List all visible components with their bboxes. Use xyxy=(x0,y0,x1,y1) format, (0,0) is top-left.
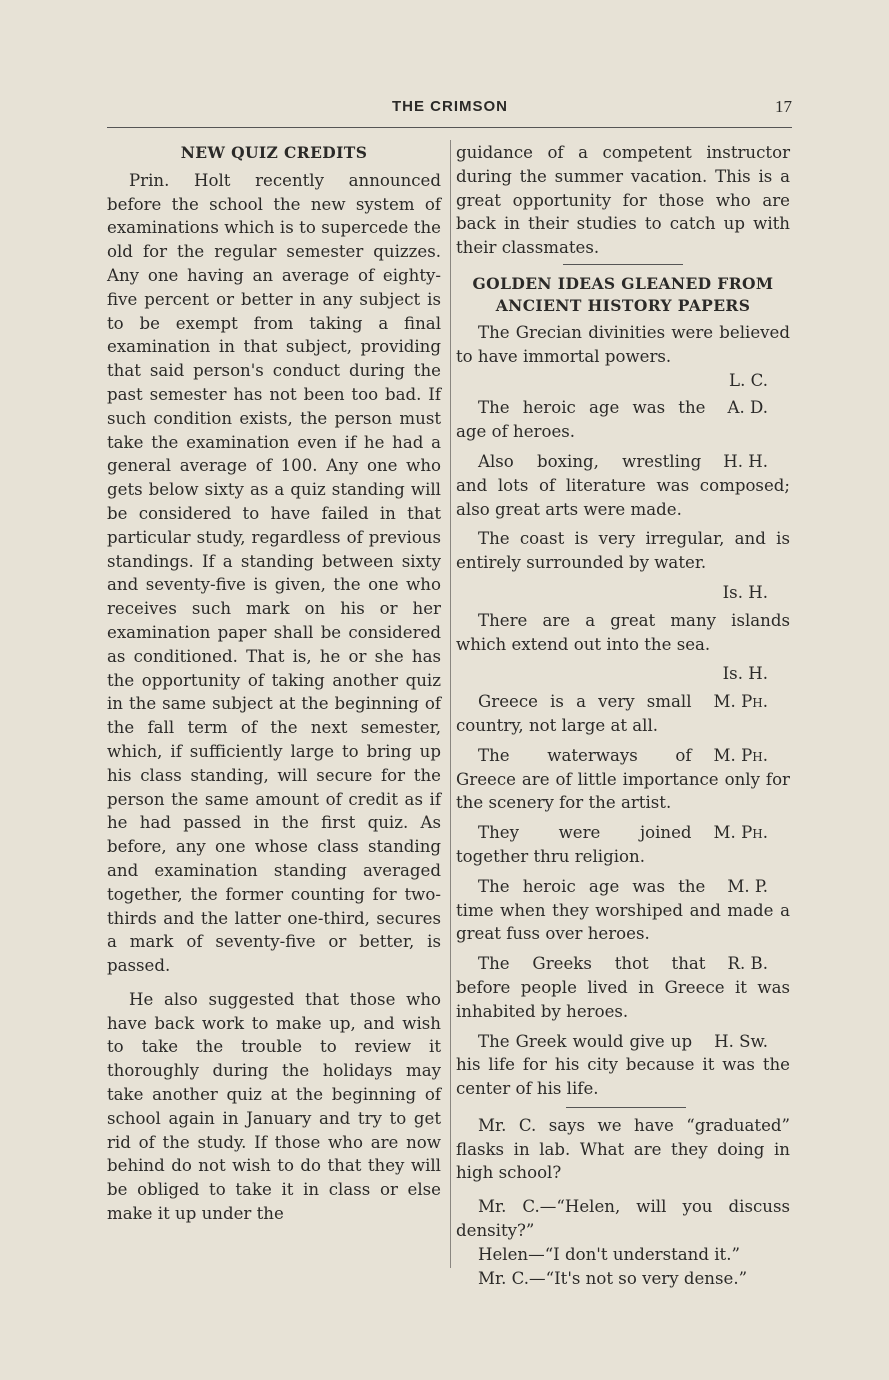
quote-initials: Is. H. xyxy=(722,664,768,684)
quote-initials: L. C. xyxy=(729,370,768,390)
quote-item: H. Sw. The Greek would give up his life for his city because it was the center of his life. xyxy=(456,1031,790,1099)
column-divider xyxy=(450,140,451,1268)
quote-initials: Is. H. xyxy=(722,582,768,602)
quote-item: H. H. Also boxing, wrestling and lots of literature was composed; also great arts were made. xyxy=(456,451,790,519)
quote-item: The Grecian divinities were believed to have immortal powers. xyxy=(456,322,790,366)
heading-line: ANCIENT HISTORY PAPERS xyxy=(495,295,751,315)
article-heading-golden-ideas xyxy=(456,273,790,317)
right-column xyxy=(456,141,790,1290)
article-heading-quiz-credits: NEW QUIZ CREDITS xyxy=(180,143,368,162)
joke-dialogue-line: Mr. C.—“It's not so very dense.” xyxy=(478,1268,748,1288)
quote-item: M. Ph. The waterways of Greece are of little importance only for the scenery for the artist. xyxy=(456,745,790,813)
quote-item: A. D. The heroic age was the age of heroes. xyxy=(456,398,768,442)
header-rule xyxy=(107,127,792,128)
joke-dialogue-line: Mr. C.—“Helen, will you discuss density?” xyxy=(456,1197,790,1241)
article-paragraph: He also suggested that those who have back work to make up, and wish to take the trouble to review it thoroughly during the holidays may take another quiz at the beginning of school again in January and try to get rid of the study. If those who are now behind do not wish to do that they will be obliged to take it in class or else make it up under the xyxy=(107,989,441,1224)
quote-item: There are a great many islands which extend out into the sea. xyxy=(456,610,790,654)
quote-item: R. B. The Greeks thot that before people lived in Greece it was inhabited by heroes. xyxy=(456,954,790,1021)
quote-item: M. Ph. They were joined together thru religion. xyxy=(456,823,768,866)
section-rule xyxy=(563,264,683,265)
left-column xyxy=(107,141,441,1226)
quote-item: The coast is very irregular, and is entirely surrounded by water. xyxy=(456,529,790,573)
joke-dialogue-line: Helen—“I don't understand it.” xyxy=(478,1244,740,1264)
page-number: 17 xyxy=(775,97,792,116)
page-header-title: THE CRIMSON xyxy=(392,98,508,115)
article-continuation: guidance of a competent instructor during the summer vacation. This is a great opportunity for those who are back in their studies to catch up with their classmates. xyxy=(456,143,790,258)
quote-item: M. Ph. Greece is a very small country, not large at all. xyxy=(456,692,768,735)
joke-paragraph: Mr. C. says we have “graduated” flasks in lab. What are they doing in high school? xyxy=(456,1115,790,1183)
heading-line: GOLDEN IDEAS GLEANED FROM xyxy=(472,273,774,293)
quote-item: M. P. The heroic age was the time when they worshiped and made a great fuss over heroes. xyxy=(456,876,790,944)
section-rule xyxy=(566,1107,686,1108)
article-paragraph: Prin. Holt recently announced before the school the new system of examinations which is to supercede the old for the regular semester quizzes. Any one having an average of eighty-five percent or better in any subject is to be exempt from taking a final examination in that subject, providing that said person's conduct during the past semester has not been too bad. If such condition exists, the person must take the examination even if he had a general average of 100. Any one who gets below sixty as a quiz standing will be considered to have failed in that particular study, regardless of previous standings. If a standing between sixty and seventy-five is given, the one who receives such mark on his or her examination paper shall be considered as conditioned. That is, he or she has the opportunity of taking another quiz in the same subject at the beginning of the fall term of the next semester, which, if sufficiently large to bring up his class standing, will secure for the person the same amount of credit as if he had passed in the first quiz. As before, any one whose class standing and examination standing averaged together, the former counting for two-thirds and the latter one-third, secures a mark of seventy-five or better, is passed. xyxy=(107,170,441,976)
